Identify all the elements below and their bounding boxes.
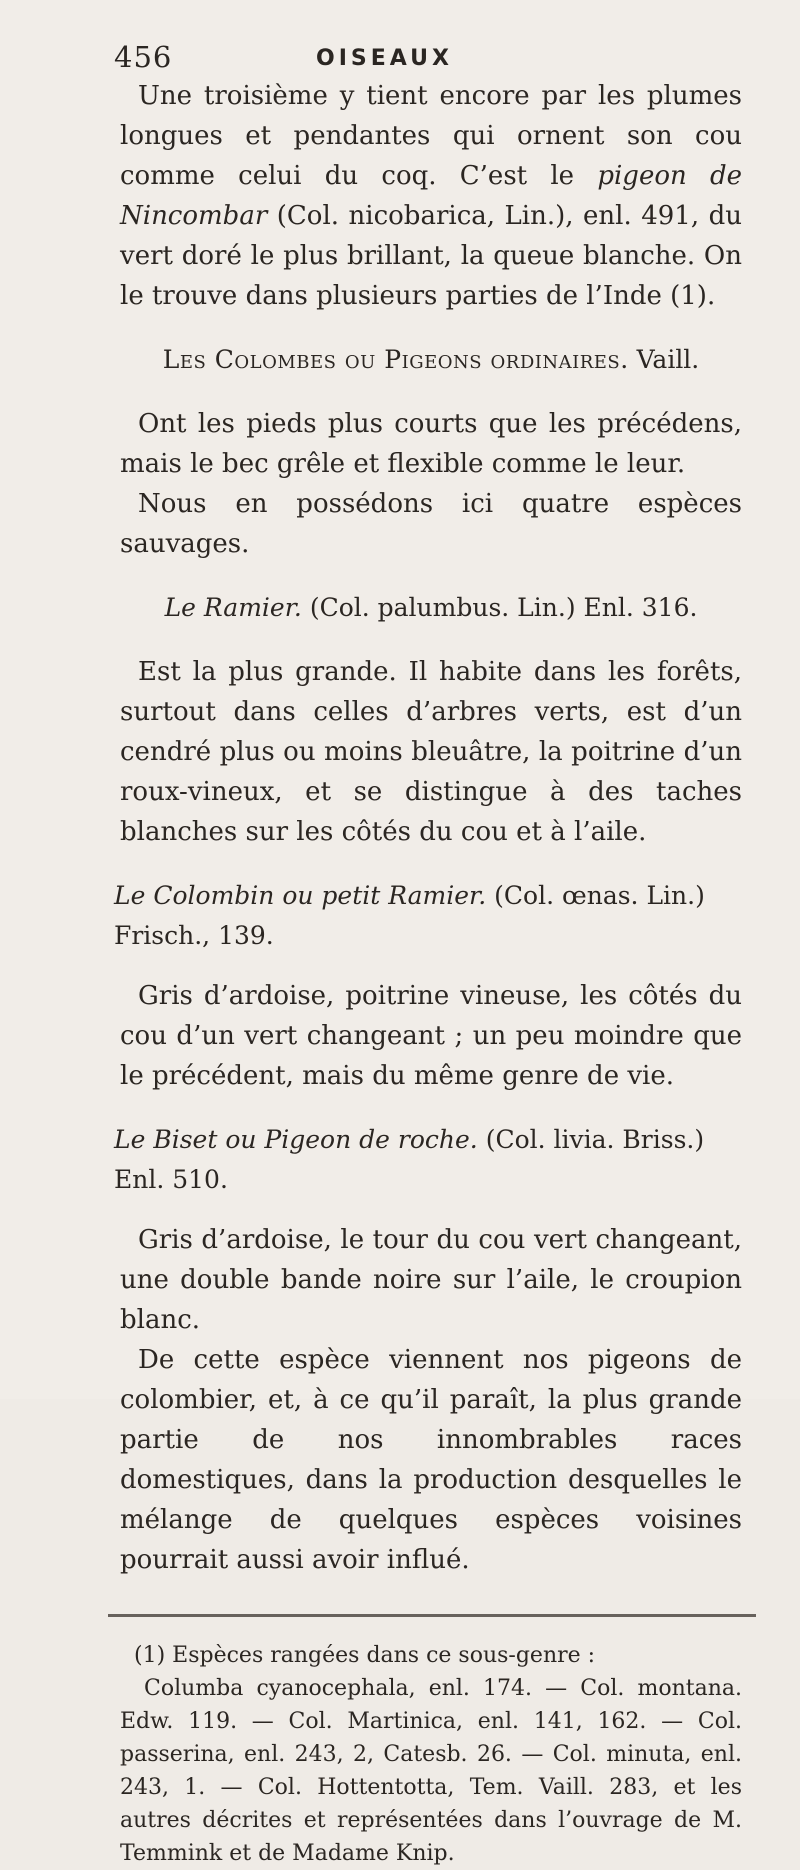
section-heading-colombes [120, 340, 742, 380]
species-latin: (Col. livia. Briss.) [485, 1125, 705, 1154]
species-name: Le Ramier. [164, 593, 302, 622]
paragraph-description: Ont les pieds plus courts que les précédens, mais le bec grêle et flexible comme le leur. [120, 409, 742, 479]
paragraph-domestic-races: De cette espèce viennent nos pigeons de colombier, et, à ce qu’il paraît, la plus grande partie de nos innombrables races domestiques, dans la production desquelles le mélange de quelques espèces voisines pourrait aussi avoir influé. [120, 1345, 742, 1575]
species-ref: Frisch., 139. [114, 921, 274, 950]
species-heading-colombin [114, 876, 742, 956]
footnote-species-list: Columba cyanocephala, enl. 174. — Col. montana. Edw. 119. — Col. Martinica, enl. 141, 162. — Col. passerina, enl. 243, 2, Catesb. 26. — Col. minuta, enl. 243, 1. — Col. Hottentotta, Tem. Vaill. 283, et les autres décrites et représentées dans l’ouvrage de M. Temmink et de Madame Knip. [120, 1676, 742, 1866]
species-latin: (Col. palumbus. Lin.) [309, 593, 576, 622]
paragraph-text: (Col. nicobarica, Lin.), enl. 491, du vert doré le plus brillant, la queue blanche. On le trouve dans plusieurs parties de l’Inde (1). [120, 201, 742, 311]
paragraph-ramier: Est la plus grande. Il habite dans les forêts, surtout dans celles d’arbres verts, est d’un cendré plus ou moins bleuâtre, la poitrine d’un roux-vineux, et se distingue à des taches blanches sur les côtés du cou et à l’aile. [120, 657, 742, 847]
species-name: Le Biset ou Pigeon de roche. [114, 1125, 478, 1154]
heading-author: Vaill. [636, 345, 700, 374]
species-ref: Enl. 316. [583, 593, 698, 622]
paragraph-nicobar-pigeon [120, 76, 742, 316]
running-head: OISEAUX [316, 46, 453, 71]
footnote-intro: (1) Espèces rangées dans ce sous-genre : [134, 1643, 596, 1668]
species-heading-ramier [120, 588, 742, 628]
species-latin: (Col. œnas. Lin.) [494, 881, 705, 910]
species-name: pigeon de Nincombar [120, 161, 743, 231]
paragraph-biset: Gris d’ardoise, le tour du cou vert changeant, une double bande noire sur l’aile, le croupion blanc. [120, 1225, 742, 1335]
paragraph-species-count: Nous en possédons ici quatre espèces sauvages. [120, 489, 742, 559]
page-number: 456 [114, 40, 173, 74]
paragraph-colombin: Gris d’ardoise, poitrine vineuse, les côtés du cou d’un vert changeant ; un peu moindre que le précédent, mais du même genre de vie. [120, 981, 742, 1091]
page-header [114, 40, 754, 80]
main-text [114, 76, 743, 1870]
heading-title: Les Colombes ou Pigeons ordinaires. [162, 345, 629, 374]
paragraph-text: Une troisième y tient encore par les plumes longues et pendantes qui ornent son cou comme celui du coq. C’est le [120, 81, 742, 191]
footnote-divider [108, 1614, 756, 1617]
species-ref: Enl. 510. [114, 1165, 228, 1194]
species-heading-biset [114, 1120, 742, 1200]
species-name: Le Colombin ou petit Ramier. [114, 881, 487, 910]
